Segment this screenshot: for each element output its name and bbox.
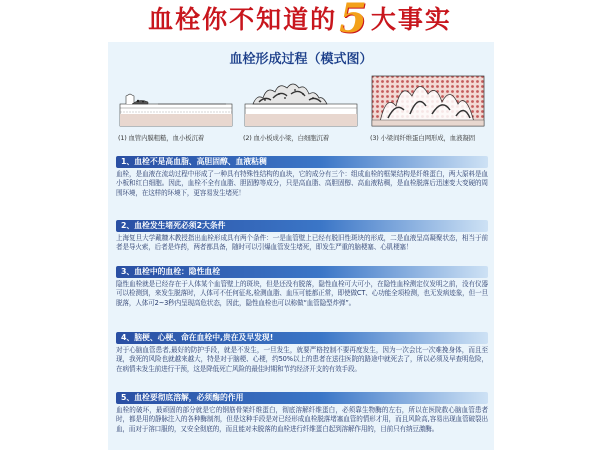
section-4-body: 对于心脑血管患者,最好的防护手段，就是不发生，一旦发生，就要严格控制不要再度发生，因为一次会比一次难挽身体，而且至现，我死的风险也就越来越大，特是对于脑梗、心梗，约50%以上的患者在送往医院的路途中就死去了，所以必须及早查明危险，在病情未发生前进行干预，这是降低死亡风险的最佳时期和节约经济开支的有效手段。 (116, 346, 488, 373)
section-4-heading: 4、脑梗、心梗、命在血栓中,贵在及早发现! (116, 332, 488, 344)
stage-1-illustration (118, 74, 234, 130)
title-part2: 大事实 (370, 5, 452, 34)
section-2-body: 上海复旦大学戴糠木教授指出血栓形成具有两个条件：一是血管壁上已经有脱旧性斑块的形成，二是血液呈高凝聚状态，相当于前者是导火索，后者是炸药，两者都具备，随时可以引爆血管发生堵死，即发生严重的脑梗塞、心肌梗塞！ (116, 234, 488, 252)
section-1-body: 血栓，是血液在流动过程中形成了一种具有特殊性结构的血块，它的成分有三个：组成血栓的框架结构是纤维蛋白，两大原料是血小板和红白细胞。因此，血栓不全有血脂、胆固醇等成分，只是高血脂、高胆固醇、高血液粘稠，是血栓脱落后迅速变大变硬的周围环境，在这样的环境下，更容易发生堵死！ (116, 170, 488, 197)
section-1 (116, 156, 488, 198)
page-title (0, 0, 600, 42)
section-5-body: 血栓的破坏，最顽固的部分就是它的钢筋骨架纤维蛋白，彻底溶解纤维蛋白，必须靠生物酶的左右，所以在医院救心脑血管患者时，都是用的静脉注入的各种酶制剂，但是这种手段是对已经形成血栓脱落堵塞血管的情形才用，而且风险高,容易出现血管破裂出血，而对于溶口服的，又安全彻底的，而且能对未脱落的血栓进行纤维蛋白起到溶解作用的，目前只有纳豆激酶。 (116, 406, 488, 433)
title-number: 5 (339, 0, 369, 42)
stage-3-illustration (370, 74, 486, 130)
stage-2-caption: (2) 血小板成小梁，白细胞沉着 (243, 134, 330, 142)
diagram-title: 血栓形成过程（模式图） (229, 52, 373, 67)
section-4 (116, 332, 488, 374)
section-2-heading: 2、血栓发生堵死必须2大条件 (116, 220, 488, 232)
section-3 (116, 266, 488, 308)
section-2 (116, 220, 488, 253)
diagram-stage-2 (243, 74, 359, 154)
section-5-heading: 5、血栓要彻底溶解，必须酶的作用 (116, 392, 488, 404)
stage-1-caption: (1) 血管内膜粗糙，血小板沉着 (118, 134, 205, 142)
diagram-stage-3 (370, 74, 486, 154)
section-3-heading: 3、血栓中的血栓：隐性血栓 (116, 266, 488, 278)
content-panel (108, 42, 494, 450)
title-part1: 血栓你不知道的 (148, 5, 338, 34)
diagram-stage-1 (118, 74, 234, 154)
section-3-body: 隐性血栓就是已经存在于人体某个血管壁上的斑块，但是还没有脱落，隐性血栓可大可小，在隐性血栓测定仪发明之前，没有仪器可以检测到，来发生脱落时，人体可不任何征兆,检测血脂、血压可能都正常，即使做CT、心功能全项检测，也无发病迹象，但一旦脱落，人体可2~3秒内呈现高危状态，因此，隐性血栓也可以称做“血管隐型炸弹”。 (116, 280, 488, 307)
section-1-heading: 1、血栓不是高血脂、高胆固醇、血液粘稠 (116, 156, 488, 168)
stage-2-illustration (243, 74, 359, 130)
section-5 (116, 392, 488, 434)
stage-3-caption: (3) 小梁间纤维蛋白网形成，血液凝固 (370, 134, 475, 142)
